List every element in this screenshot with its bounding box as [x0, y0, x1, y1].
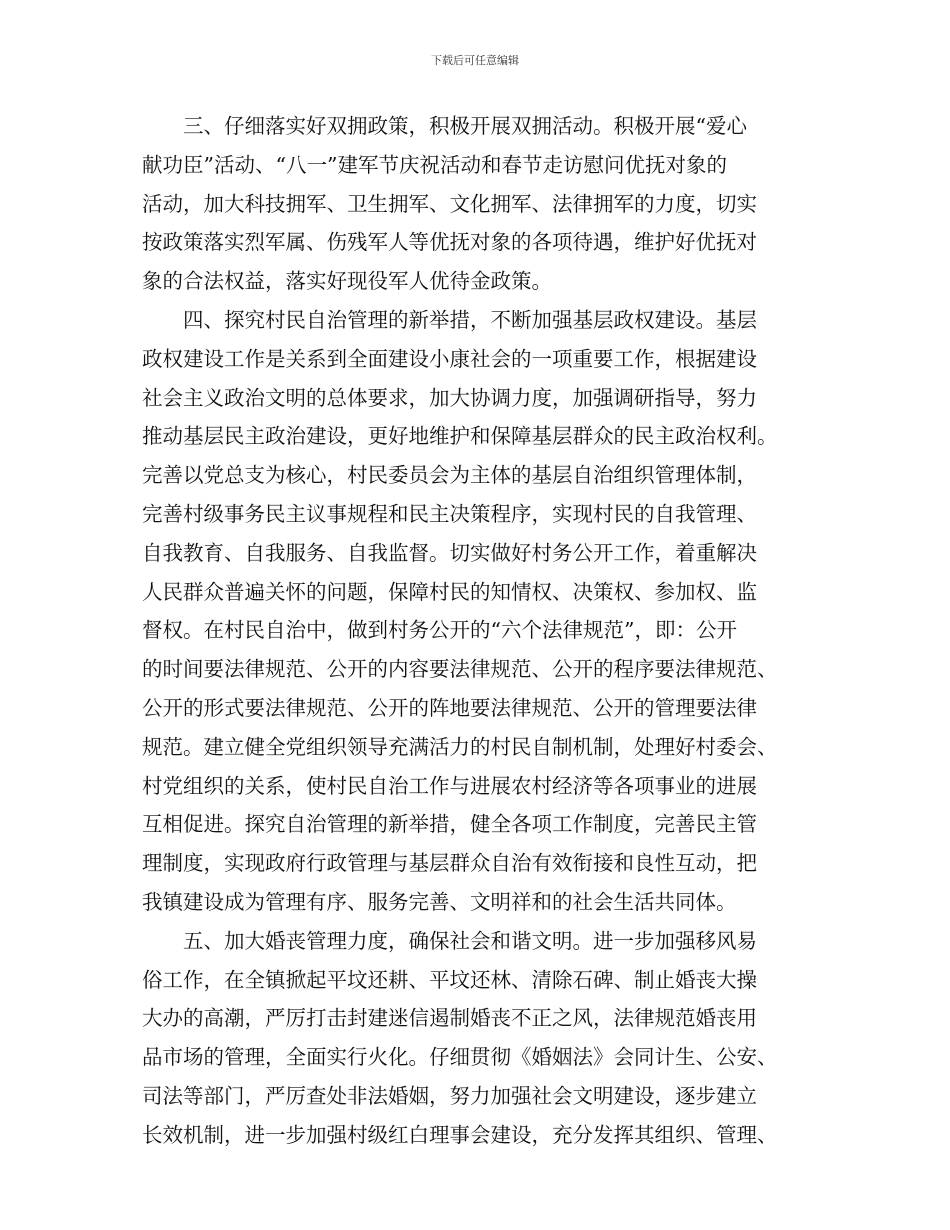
text-line: 人民群众普遍关怀的问题，保障村民的知情权、决策权、参加权、监 [142, 579, 757, 604]
paragraph-4-heading-line: 四、探究村民自治管理的新举措，不断加强基层政权建设。基层 [183, 307, 757, 332]
text-line: 推动基层民主政治建设，更好地维护和保障基层群众的民主政治权利。 [142, 424, 778, 449]
text-line: 象的合法权益，落实好现役军人优待金政策。 [142, 269, 552, 294]
text-line: 督权。在村民自治中，做到村务公开的“六个法律规范”，即：公开 [142, 618, 737, 643]
text-line: 按政策落实烈军属、伤残军人等优抚对象的各项待遇，维护好优抚对 [142, 230, 757, 255]
text-line: 长效机制，进一步加强村级红白理事会建设，充分发挥其组织、管理、 [142, 1122, 778, 1147]
text-line: 品市场的管理，全面实行火化。仔细贯彻《婚姻法》会同计生、公安、 [142, 1045, 778, 1070]
text-line: 村党组织的关系，使村民自治工作与进展农村经济等各项事业的进展 [142, 773, 757, 798]
paragraph-3-heading-line: 三、仔细落实好双拥政策，积极开展双拥活动。积极开展“爱心 [183, 114, 747, 138]
text-line: 规范。建立健全党组织领导充满活力的村民自制机制，处理好村委会、 [142, 734, 778, 759]
text-line: 献功臣”活动、“八一”建军节庆祝活动和春节走访慰问优抚对象的 [142, 152, 727, 177]
paragraph-5-heading-line: 五、加大婚丧管理力度，确保社会和谐文明。进一步加强移风易 [183, 928, 757, 953]
text-line: 公开的形式要法律规范、公开的阵地要法律规范、公开的管理要法律 [142, 695, 757, 720]
text-line: 完善村级事务民主议事规程和民主决策程序，实现村民的自我管理、 [142, 501, 757, 526]
text-line: 政权建设工作是关系到全面建设小康社会的一项重要工作，根据建设 [142, 346, 757, 371]
text-line: 自我教育、自我服务、自我监督。切实做好村务公开工作，着重解决 [142, 540, 757, 565]
text-line: 活动，加大科技拥军、卫生拥军、文化拥军、法律拥军的力度，切实 [142, 191, 757, 216]
document-body [142, 107, 810, 1155]
text-line: 互相促进。探究自治管理的新举措，健全各项工作制度，完善民主管 [142, 812, 757, 837]
text-line: 司法等部门，严厉查处非法婚姻，努力加强社会文明建设，逐步建立 [142, 1083, 757, 1108]
text-line: 大办的高潮，严厉打击封建迷信遏制婚丧不正之风，法律规范婚丧用 [142, 1006, 757, 1031]
page-header-note: 下载后可任意编辑 [431, 54, 519, 67]
text-line: 我镇建设成为管理有序、服务完善、文明祥和的社会生活共同体。 [142, 889, 737, 914]
text-line: 俗工作，在全镇掀起平坟还耕、平坟还林、清除石碑、制止婚丧大操 [142, 967, 757, 992]
text-line: 的时间要法律规范、公开的内容要法律规范、公开的程序要法律规范、 [142, 657, 778, 682]
text-line: 完善以党总支为核心，村民委员会为主体的基层自治组织管理体制， [142, 463, 757, 488]
text-line: 理制度，实现政府行政管理与基层群众自治有效衔接和良性互动，把 [142, 851, 757, 876]
text-line: 社会主义政治文明的总体要求，加大协调力度，加强调研指导，努力 [142, 385, 757, 410]
